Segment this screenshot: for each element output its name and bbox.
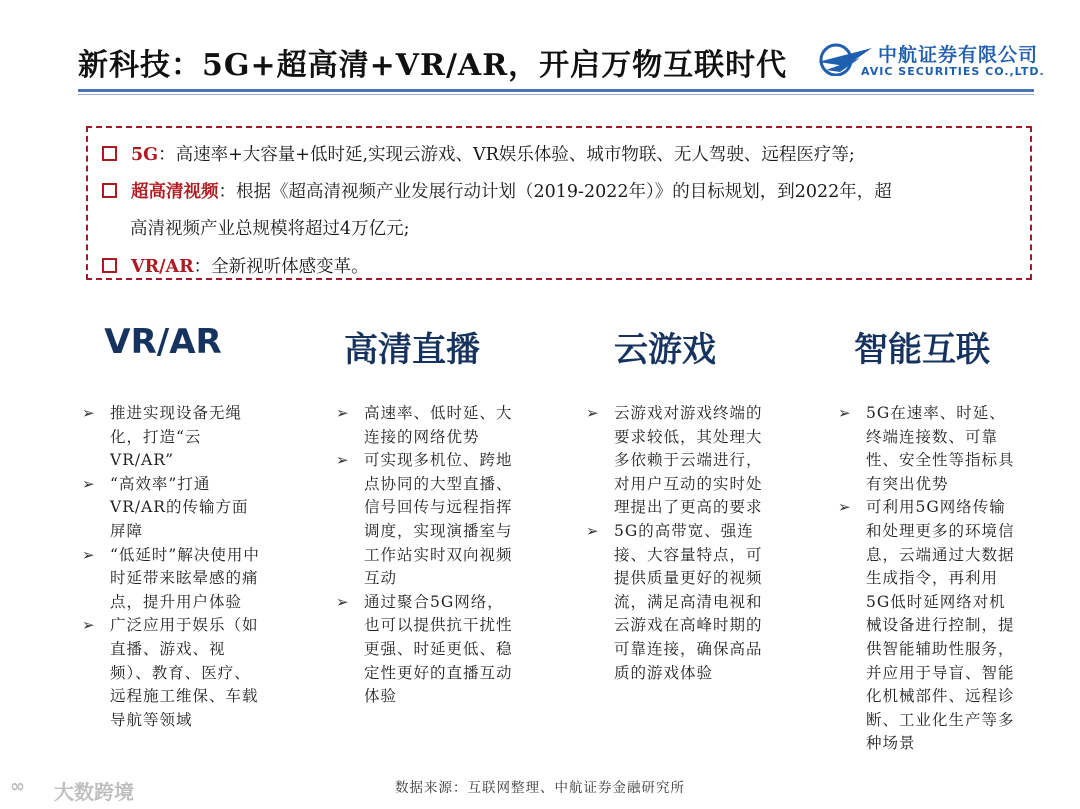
- summary-key: VR/AR: [131, 257, 194, 277]
- summary-line-uhd: [102, 179, 892, 205]
- item-text: 推进实现设备无绳化，打造“云VR/AR”: [110, 404, 243, 470]
- company-logo: [816, 40, 1046, 84]
- checkbox-bullet-icon: [102, 183, 117, 198]
- arrow-bullet-icon: ➢: [838, 404, 851, 422]
- list-item: [82, 614, 264, 732]
- watermark-logo-icon: ∞: [10, 776, 25, 797]
- list-item: [336, 402, 520, 449]
- header-rule-thin: [78, 94, 1034, 95]
- checkbox-bullet-icon: [102, 146, 117, 161]
- arrow-bullet-icon: ➢: [838, 498, 851, 517]
- list-item: [586, 520, 770, 685]
- list-item: [82, 473, 264, 544]
- summary-line-vrar: [102, 254, 369, 280]
- checkbox-bullet-icon: [102, 258, 117, 273]
- item-text: 5G的高带宽、强连接、大容量特点，可提供质量更好的视频流，满足高清电视和云游戏在高峰时期的可靠连接，确保高品质的游戏体验: [614, 521, 763, 682]
- summary-line-uhd-continued: 高清视频产业总规模将超过4万亿元;: [130, 219, 410, 239]
- item-text: “高效率”打通VR/AR的传输方面屏障: [110, 474, 249, 540]
- arrow-bullet-icon: ➢: [336, 404, 349, 422]
- column-vrar: [82, 402, 264, 732]
- column-heading-live: 高清直播: [344, 330, 480, 370]
- list-item: [586, 402, 770, 520]
- header-rule: [78, 89, 1034, 92]
- list-item: [82, 544, 264, 615]
- item-text: 可实现多机位、跨地点协同的大型直播、信号回传与远程指挥调度，实现演播室与工作站实时双向视频互动: [364, 451, 513, 588]
- arrow-bullet-icon: ➢: [82, 474, 95, 493]
- column-heading-cloud-gaming: 云游戏: [614, 330, 716, 370]
- column-cloud-gaming: [586, 402, 770, 685]
- logo-chinese-name: 中航证券有限公司: [878, 44, 1039, 66]
- summary-text: ：高速率+大容量+低时延,实现云游戏、VR娱乐体验、城市物联、无人驾驶、远程医疗等;: [158, 145, 855, 165]
- arrow-bullet-icon: ➢: [336, 592, 349, 611]
- item-text: 高速率、低时延、大连接的网络优势: [364, 404, 513, 446]
- arrow-bullet-icon: ➢: [586, 404, 599, 422]
- watermark-text: 大数跨境: [54, 780, 134, 804]
- summary-text: ：全新视听体感变革。: [193, 257, 369, 277]
- summary-key: 5G: [131, 145, 159, 165]
- summary-text: ：根据《超高清视频产业发展行动计划（2019-2022年）》的目标规划，到2022年，超: [218, 182, 892, 202]
- summary-box: [86, 126, 1032, 280]
- item-text: 广泛应用于娱乐（如直播、游戏、视频）、教育、医疗、远程施工维保、车载导航等领域: [110, 616, 259, 729]
- arrow-bullet-icon: ➢: [586, 521, 599, 540]
- item-text: 云游戏对游戏终端的要求较低，其处理大多依赖于云端进行，对用户互动的实时处理提出了更高的要求: [614, 404, 763, 517]
- list-item: [838, 496, 1022, 756]
- column-smart-iot: [838, 402, 1022, 756]
- arrow-bullet-icon: ➢: [82, 616, 95, 635]
- summary-key: 超高清视频: [131, 182, 219, 202]
- list-item: [336, 591, 520, 709]
- arrow-bullet-icon: ➢: [336, 451, 349, 470]
- column-live: [336, 402, 520, 709]
- item-text: 通过聚合5G网络，也可以提供抗干扰性更强、时延更低、稳定性更好的直播互动体验: [364, 592, 513, 706]
- item-text: 可利用5G网络传输和处理更多的环境信息，云端通过大数据生成指令，再利用5G低时延网络对机械设备进行控制，提供智能辅助性服务，并应用于导盲、智能化机械部件、远程诊断、工业化生产等多种场景: [866, 498, 1015, 753]
- item-text: “低延时”解决使用中时延带来眩晕感的痛点，提升用户体验: [110, 545, 260, 611]
- arrow-bullet-icon: ➢: [82, 404, 95, 422]
- logo-english-name: AVIC SECURITIES CO.,LTD.: [861, 65, 1045, 78]
- list-item: [82, 402, 264, 473]
- arrow-bullet-icon: ➢: [82, 545, 95, 564]
- list-item: [336, 449, 520, 591]
- column-heading-smart-iot: 智能互联: [854, 330, 990, 370]
- summary-line-5g: [102, 142, 855, 168]
- data-source-note: 数据来源：互联网整理、中航证券金融研究所: [395, 780, 685, 796]
- column-heading-vrar: VR/AR: [104, 322, 222, 362]
- item-text: 5G在速率、时延、终端连接数、可靠性、安全性等指标具有突出优势: [866, 404, 1015, 493]
- list-item: [838, 402, 1022, 496]
- page-title: 新科技：5G+超高清+VR/AR，开启万物互联时代: [78, 48, 788, 83]
